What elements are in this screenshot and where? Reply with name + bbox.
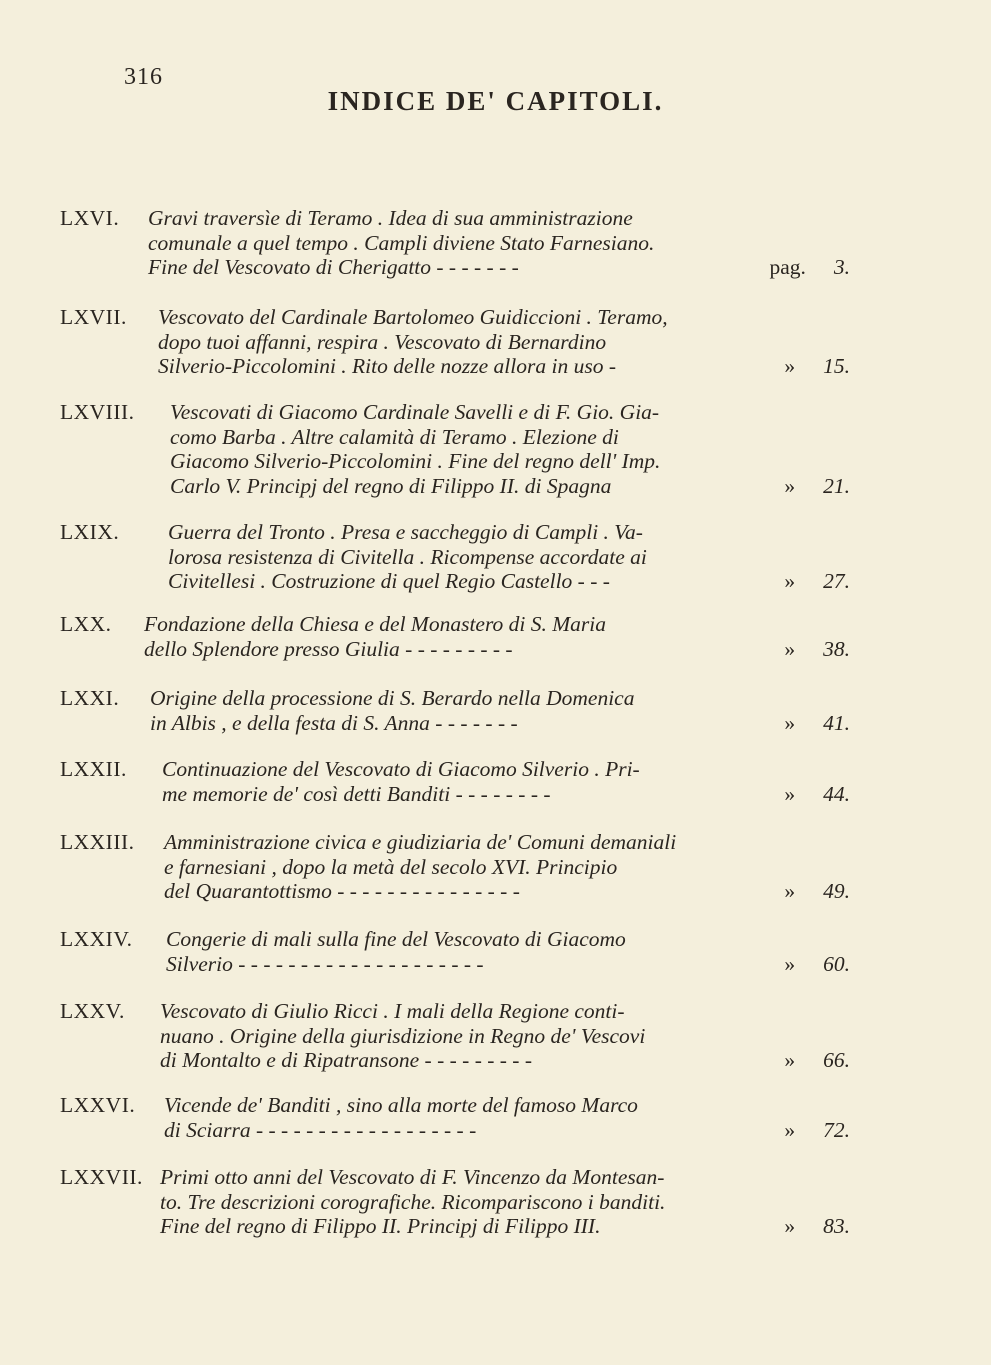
- page-ref-number: 41.: [823, 710, 850, 735]
- page-ref-number: 38.: [823, 636, 850, 661]
- title-text: Rito delle nozze allora in uso -: [352, 354, 616, 378]
- title-text: di Montalto e di Ripatransone - - - - - - - - -: [160, 1048, 532, 1072]
- title-text: me memorie de' così detti: [162, 781, 387, 806]
- page-ref-number: 49.: [823, 879, 850, 903]
- page-ref-number: 21.: [823, 473, 850, 498]
- toc-entry: [60, 757, 850, 806]
- title-text: in: [150, 710, 172, 735]
- chapter-numeral: LXVI.: [60, 206, 120, 230]
- chapter-numeral: LXVIII.: [60, 400, 135, 424]
- chapter-title: [160, 999, 850, 1073]
- toc-entry: [60, 999, 850, 1073]
- title-text: Fine del regno di Filippo II. Principj di Filippo III.: [160, 1214, 601, 1238]
- page-prefix: »: [784, 951, 796, 976]
- toc-entry: [60, 927, 850, 976]
- page-ref-number: 15.: [823, 354, 850, 378]
- page-reference: [784, 782, 850, 807]
- page-prefix: »: [784, 473, 796, 498]
- title-line: [164, 879, 850, 904]
- page-reference: [784, 1118, 850, 1143]
- title-line: [166, 927, 850, 952]
- title-text: como Barba .: [170, 424, 292, 449]
- chapter-title: [164, 830, 850, 904]
- chapter-numeral: LXXV.: [60, 999, 125, 1023]
- title-text: Teramo,: [597, 305, 668, 329]
- page-prefix: »: [784, 1048, 796, 1072]
- page-ref-number: 3.: [833, 255, 850, 279]
- title-text: e farnesiani , dopo la metà del secolo XVI. Principio: [164, 854, 618, 879]
- title-text: Civitellesi . Costruzione di quel Regio Castello - - -: [168, 569, 610, 593]
- page-reference: [784, 952, 850, 977]
- chapter-title: [162, 757, 850, 806]
- title-text: Fine del regno dell' Imp.: [448, 449, 661, 473]
- title-line: [144, 612, 850, 637]
- page-ref-number: 27.: [823, 569, 850, 593]
- title-line: [170, 449, 850, 474]
- title-text: - - - - - - - - - - - - - - -: [331, 879, 520, 903]
- title-text: Vescovato di: [160, 999, 274, 1023]
- title-text: Altre calamità di Teramo . Elezione di: [291, 424, 619, 449]
- title-line: [166, 952, 850, 977]
- title-line: [168, 545, 850, 570]
- title-text: to.: [160, 1189, 188, 1214]
- title-text: Giacomo Silverio-Piccolomini .: [170, 449, 449, 473]
- title-line: [158, 330, 850, 355]
- page-prefix: »: [784, 1214, 796, 1238]
- page-prefix: »: [784, 569, 796, 593]
- page-ref-number: 83.: [823, 1214, 850, 1238]
- chapter-numeral: LXXI.: [60, 686, 120, 710]
- toc-entry: [60, 520, 850, 594]
- title-text: Gravi traversìe di Teramo . Idea di sua amministrazione: [148, 206, 633, 230]
- title-text: - - - - - - - -: [450, 781, 551, 806]
- title-line: [164, 1093, 850, 1118]
- title-text: nuano . Origine della giurisdizione in Regno de' Vescovi: [160, 1023, 646, 1048]
- chapter-title: [160, 1165, 850, 1239]
- title-text: Vescovato del Cardinale: [158, 305, 373, 329]
- title-text: Fine del Vescovato di Cherigatto - - - - - - -: [148, 255, 519, 279]
- title-line: [150, 686, 850, 711]
- toc-entry: [60, 305, 850, 379]
- title-text: dopo tuoi affanni, respira . Vescovato di: [158, 329, 508, 354]
- title-line: [150, 711, 850, 736]
- chapter-title: [148, 206, 850, 280]
- page-reference: [784, 1214, 850, 1239]
- toc-entry: [60, 400, 850, 498]
- page-ref-number: 44.: [823, 781, 850, 806]
- title-line: [160, 1165, 850, 1190]
- chapter-title: [164, 1093, 850, 1142]
- title-line: [148, 206, 850, 231]
- title-line: [160, 1190, 850, 1215]
- chapter-title: [150, 686, 850, 735]
- title-line: [158, 354, 850, 379]
- page-reference: [784, 474, 850, 499]
- title-text: Giulio Ricci .: [273, 999, 395, 1023]
- title-text: Continuazione del Vescovato di Giacomo Silverio . Pri-: [162, 757, 640, 781]
- page-title: INDICE DE' CAPITOLI.: [327, 86, 664, 116]
- title-text: Bernardino: [507, 329, 607, 354]
- title-text: comunale a quel tempo . Campli diviene Stato Farnesiano.: [148, 230, 655, 255]
- title-line: [160, 999, 850, 1024]
- title-text: Bartolomeo Guidiccioni .: [372, 305, 598, 329]
- title-text: Silverio - - - - - - - - - - - - - - - - - - - -: [166, 951, 484, 976]
- title-text: Origine della processione di S. Berardo nella Domenica: [150, 686, 635, 710]
- chapter-numeral: LXXVI.: [60, 1093, 136, 1117]
- page-prefix: »: [784, 710, 796, 735]
- title-text: Giacomo Cardinale Savelli: [278, 400, 519, 424]
- page-prefix: »: [784, 879, 796, 903]
- chapter-title: [170, 400, 850, 498]
- title-line: [170, 425, 850, 450]
- title-line: [158, 305, 850, 330]
- page-reference: [784, 637, 850, 662]
- chapter-numeral: LXIX.: [60, 520, 120, 544]
- title-line: [162, 782, 850, 807]
- page-reference: [784, 1048, 850, 1073]
- title-text: F. Gio. Gia-: [555, 400, 660, 424]
- title-text: Primi otto anni del Vescovato di: [160, 1165, 442, 1189]
- title-text: I mali della Regione conti-: [394, 999, 625, 1023]
- page-reference: [784, 711, 850, 736]
- title-text: del: [164, 879, 196, 903]
- chapter-title: [166, 927, 850, 976]
- page-prefix: pag.: [769, 255, 806, 279]
- title-line: [168, 569, 850, 594]
- title-text: e di: [518, 400, 556, 424]
- toc-entry: [60, 1165, 850, 1239]
- title-text: Vicende de' Banditi , sino alla morte del famoso Marco: [164, 1093, 638, 1117]
- page-reference: [784, 569, 850, 594]
- chapter-numeral: LXXIII.: [60, 830, 135, 854]
- title-line: [160, 1024, 850, 1049]
- chapter-numeral: LXXIV.: [60, 927, 133, 951]
- title-line: [164, 1118, 850, 1143]
- title-text: Congerie di mali sulla fine del Vescovato di Giacomo: [166, 927, 626, 951]
- page-prefix: »: [784, 781, 796, 806]
- chapter-numeral: LXX.: [60, 612, 112, 636]
- page-reference: [784, 354, 850, 379]
- page-number: 316: [124, 64, 163, 90]
- title-text: F. Vincenzo da Montesan-: [441, 1165, 665, 1189]
- page-ref-number: 60.: [823, 951, 850, 976]
- page-reference: [769, 255, 850, 280]
- toc-entry: [60, 206, 850, 280]
- title-line: [160, 1048, 850, 1073]
- title-line: [148, 255, 850, 280]
- title-line: [164, 830, 850, 855]
- toc-entry: [60, 612, 850, 661]
- title-text: Silverio-Piccolomini .: [158, 354, 353, 378]
- title-line: [170, 400, 850, 425]
- title-text: di Sciarra - - - - - - - - - - - - - - - - - -: [164, 1117, 477, 1142]
- page-prefix: »: [784, 354, 796, 378]
- page-ref-number: 72.: [823, 1117, 850, 1142]
- title-text: Tre descrizioni corografiche. Ricompariscono i banditi.: [187, 1189, 666, 1214]
- title-line: [164, 855, 850, 880]
- title-line: [144, 637, 850, 662]
- title-text: e della festa di S. Anna - - - - - - -: [232, 710, 518, 735]
- title-text: lorosa resistenza di Civitella . Ricompense accordate ai: [168, 544, 647, 569]
- title-text: Quarantottismo: [195, 879, 332, 903]
- title-line: [160, 1214, 850, 1239]
- chapter-title: [168, 520, 850, 594]
- title-text: dello Splendore presso Giulia - - - - - - - - -: [144, 636, 513, 661]
- title-text: Fondazione della Chiesa e del Monastero di S. Maria: [144, 612, 606, 636]
- toc-entry: [60, 686, 850, 735]
- title-text: Vescovati di: [170, 400, 279, 424]
- page-prefix: »: [784, 636, 796, 661]
- title-text: Banditi: [386, 781, 451, 806]
- title-line: [148, 231, 850, 256]
- page-reference: [784, 879, 850, 904]
- toc-entry: [60, 830, 850, 904]
- title-text: Carlo V. Principj del regno di Filippo II. di Spagna: [170, 473, 612, 498]
- page-prefix: »: [784, 1117, 796, 1142]
- chapter-numeral: LXXII.: [60, 757, 127, 781]
- chapter-title: [144, 612, 850, 661]
- title-line: [170, 474, 850, 499]
- title-text: Amministrazione civica e giudiziaria de' Comuni demaniali: [164, 830, 677, 854]
- title-text: Guerra del Tronto . Presa e saccheggio di Campli . Va-: [168, 520, 643, 544]
- chapter-title: [158, 305, 850, 379]
- chapter-numeral: LXVII.: [60, 305, 127, 329]
- title-text: Albis ,: [171, 710, 233, 735]
- title-line: [168, 520, 850, 545]
- page-ref-number: 66.: [823, 1048, 850, 1072]
- title-line: [162, 757, 850, 782]
- toc-entry: [60, 1093, 850, 1142]
- chapter-numeral: LXXVII.: [60, 1165, 143, 1189]
